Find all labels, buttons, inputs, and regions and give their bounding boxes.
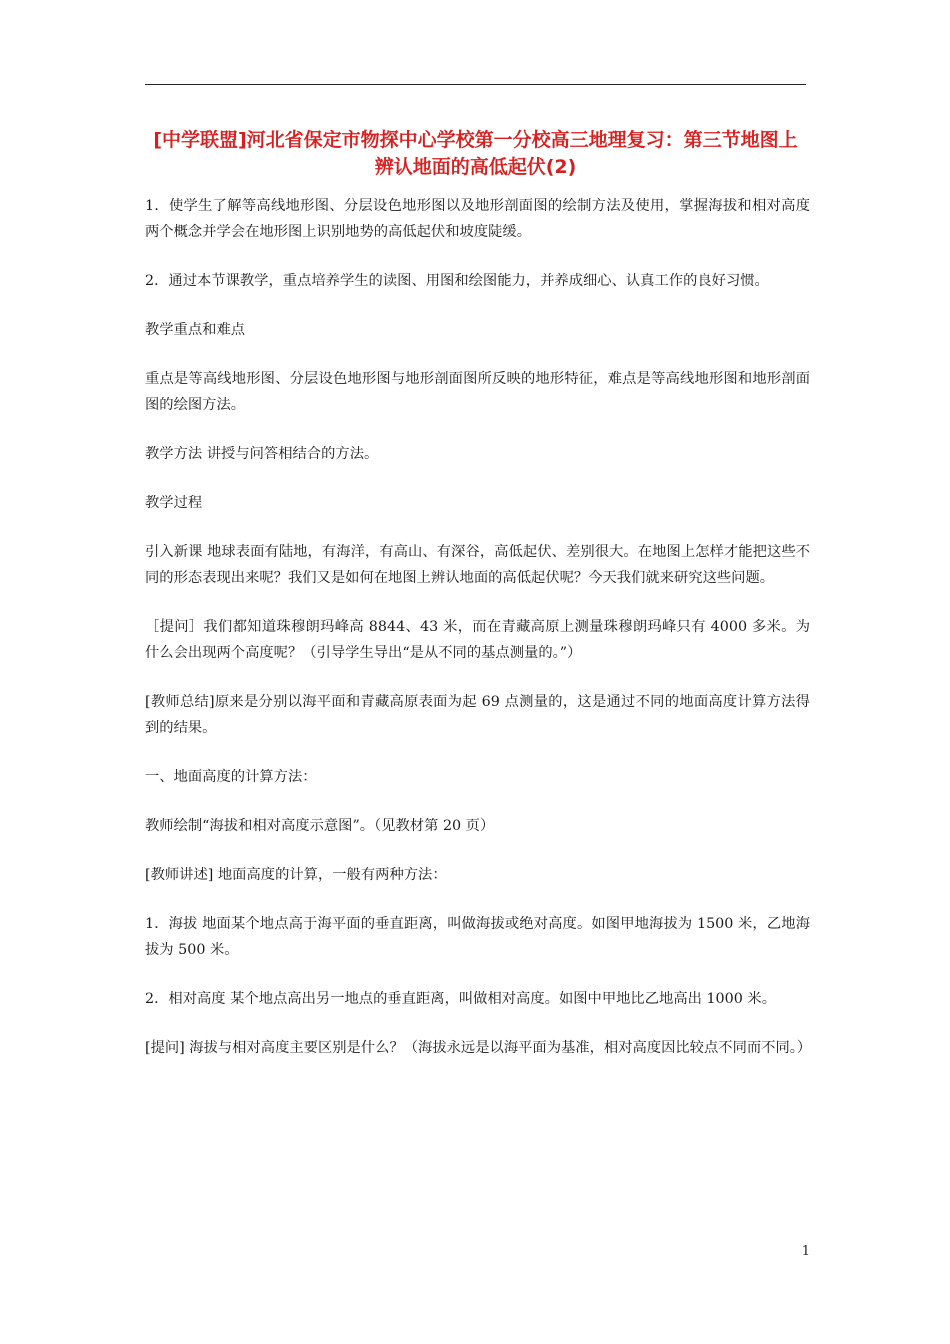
document-body: [145, 193, 810, 1084]
paragraph-teaching-process-heading: 教学过程: [145, 495, 203, 511]
paragraph-section-heading: 一、地面高度的计算方法：: [145, 769, 317, 785]
paragraph-question-1: ［提问］我们都知道珠穆朗玛峰高 8844、43 米，而在青藏高原上测量珠穆朗玛峰只有 4000 多米。为什么会出现两个高度呢？（引导学生导出“是从不同的基点测量的。”）: [145, 619, 810, 661]
paragraph-teacher-summary: [教师总结]原来是分别以海平面和青藏高原表面为起 69 点测量的，这是通过不同的地面高度计算方法得到的结果。: [145, 694, 810, 736]
paragraph-altitude: 1．海拔 地面某个地点高于海平面的垂直距离，叫做海拔或绝对高度。如图甲地海拔为 1500 米，乙地海拔为 500 米。: [145, 916, 810, 958]
paragraph-teacher-drawing: 教师绘制“海拔和相对高度示意图”。（见教材第 20 页）: [145, 818, 495, 834]
page-number: 1: [801, 1244, 810, 1259]
paragraph-objective-2: 2．通过本节课教学，重点培养学生的读图、用图和绘图能力，并养成细心、认真工作的良好习惯。: [145, 273, 769, 289]
paragraph-objective-1: 1．使学生了解等高线地形图、分层设色地形图以及地形剖面图的绘制方法及使用，掌握海拔和相对高度两个概念并学会在地形图上识别地势的高低起伏和坡度陡缓。: [145, 198, 810, 240]
header-rule: [145, 84, 806, 85]
paragraph-relative-height: 2．相对高度 某个地点高出另一地点的垂直距离，叫做相对高度。如图中甲地比乙地高出 1000 米。: [145, 991, 776, 1007]
paragraph-key-points: 重点是等高线地形图、分层设色地形图与地形剖面图所反映的地形特征，难点是等高线地形图和地形剖面图的绘图方法。: [145, 371, 810, 413]
paragraph-key-points-heading: 教学重点和难点: [145, 322, 246, 338]
paragraph-question-2: [提问] 海拔与相对高度主要区别是什么？（海拔永远是以海平面为基准，相对高度因比较点不同而不同。）: [145, 1040, 812, 1056]
paragraph-introduction: 引入新课 地球表面有陆地，有海洋，有高山、有深谷，高低起伏、差别很大。在地图上怎样才能把这些不同的形态表现出来呢？我们又是如何在地图上辨认地面的高低起伏呢？今天我们就来研究这些问题。: [145, 544, 810, 586]
paragraph-teacher-lecture: [教师讲述] 地面高度的计算，一般有两种方法：: [145, 867, 447, 883]
paragraph-teaching-method: 教学方法 讲授与问答相结合的方法。: [145, 446, 379, 462]
document-title: [中学联盟]河北省保定市物探中心学校第一分校高三地理复习：第三节地图上辨认地面的高低起伏(2): [153, 129, 798, 178]
